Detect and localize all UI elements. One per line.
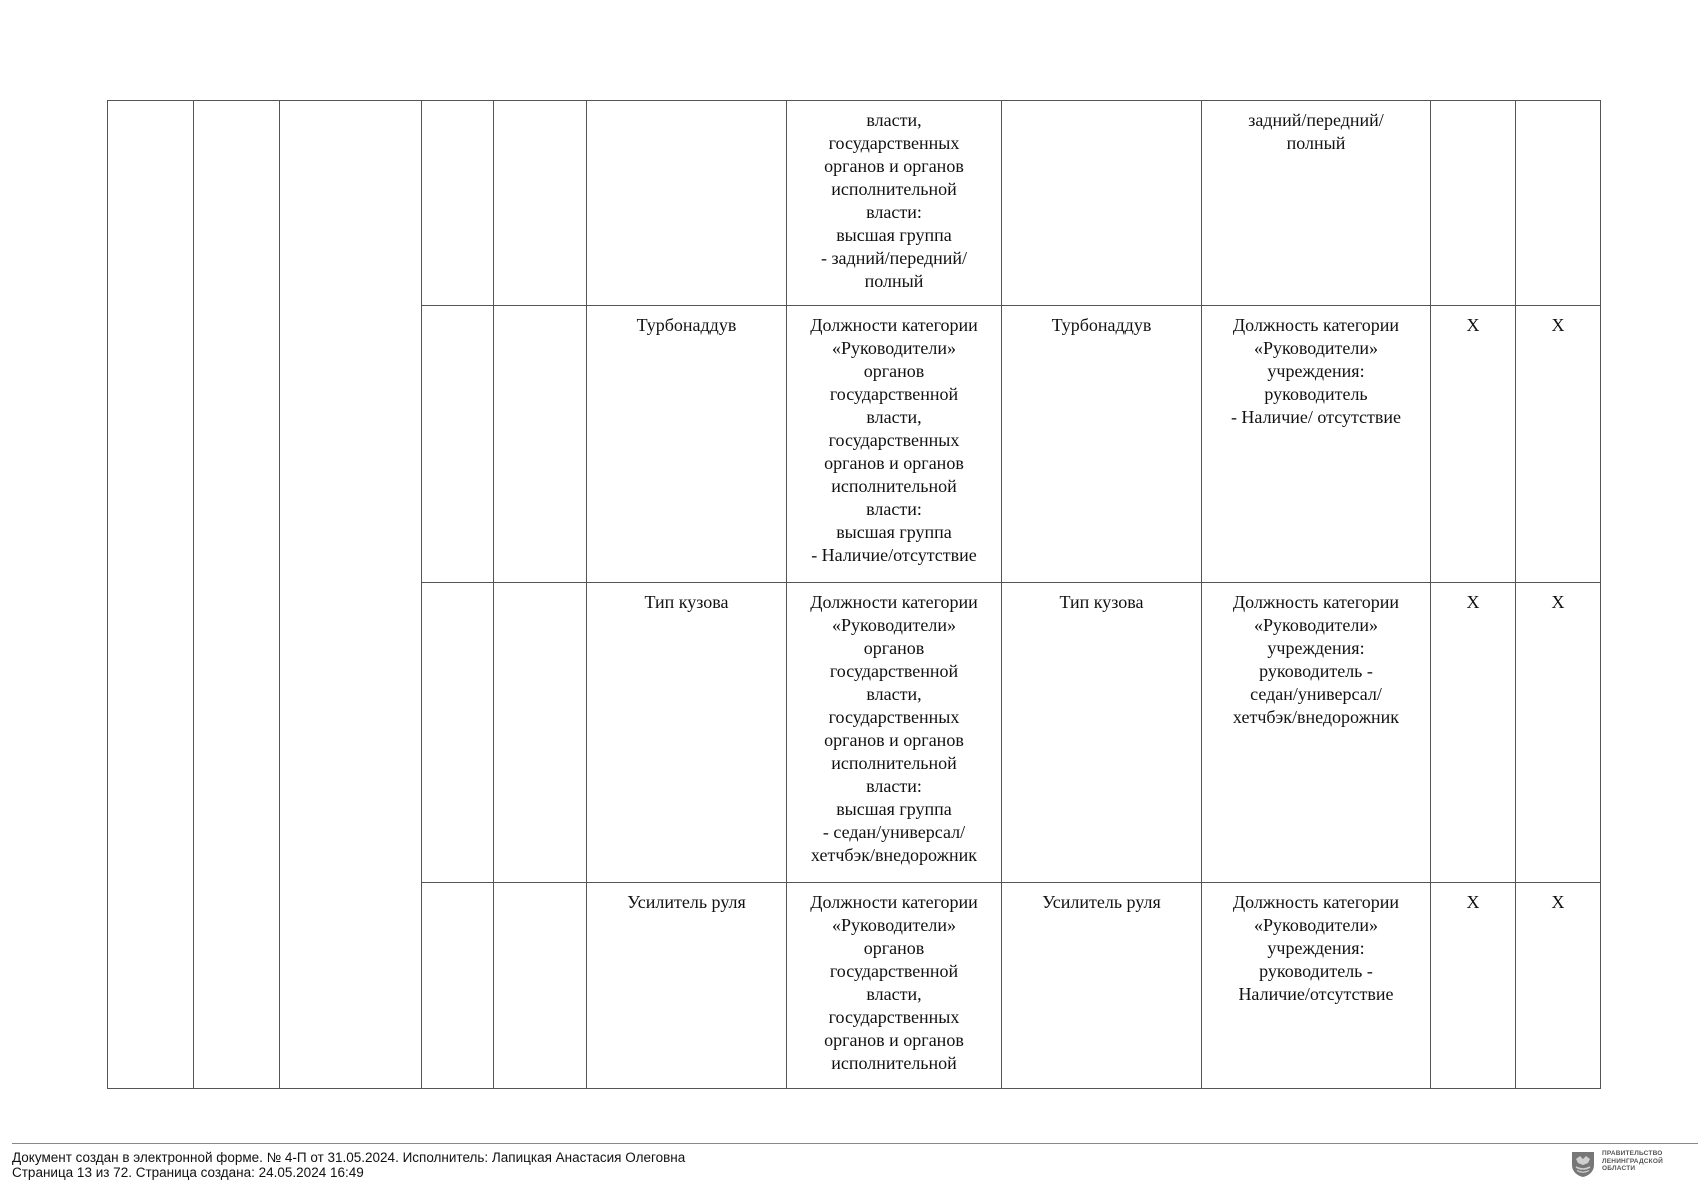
table-cell: X (1516, 306, 1601, 583)
table-cell: Должности категории «Руководители» органов государственной власти, государственных органов и органов исполнительной власти: высшая группа - седан/универсал/ хетчбэк/внедорожник (787, 583, 1002, 883)
table-cell: задний/передний/ полный (1202, 101, 1431, 306)
table-cell (494, 101, 587, 306)
table-cell: Должность категории «Руководители» учреждения: руководитель - седан/универсал/ хетчбэк/внедорожник (1202, 583, 1431, 883)
table-cell (1431, 101, 1516, 306)
table-cell: X (1516, 583, 1601, 883)
table-cell: X (1431, 583, 1516, 883)
table-cell (1516, 101, 1601, 306)
table-cell (422, 883, 494, 1089)
logo-text: ПРАВИТЕЛЬСТВО ЛЕНИНГРАДСКОЙ ОБЛАСТИ (1602, 1150, 1663, 1172)
footer-page-info: Страница 13 из 72. Страница создана: 24.05.2024 16:49 (12, 1165, 364, 1180)
table-cell: X (1431, 306, 1516, 583)
table-cell (108, 101, 194, 1089)
table-cell: Турбонаддув (1002, 306, 1202, 583)
table-cell (422, 306, 494, 583)
table-cell (1002, 101, 1202, 306)
footer-divider (12, 1143, 1698, 1144)
table-cell: власти, государственных органов и органов исполнительной власти: высшая группа - задний/передний/ полный (787, 101, 1002, 306)
table-cell: Тип кузова (1002, 583, 1202, 883)
footer-document-info: Документ создан в электронной форме. № 4-П от 31.05.2024. Исполнитель: Лапицкая Анастасия Олеговна (12, 1150, 686, 1165)
table-cell: Должность категории «Руководители» учреждения: руководитель - Наличие/отсутствие (1202, 883, 1431, 1089)
table-row (108, 101, 1601, 306)
table-cell: Должность категории «Руководители» учреждения: руководитель - Наличие/ отсутствие (1202, 306, 1431, 583)
table-cell: Турбонаддув (587, 306, 787, 583)
table-cell (194, 101, 280, 1089)
data-table (107, 100, 1601, 1089)
table-cell (280, 101, 422, 1089)
table-cell: Усилитель руля (587, 883, 787, 1089)
government-logo (1570, 1150, 1663, 1178)
coat-of-arms-icon (1570, 1150, 1596, 1178)
table-cell (494, 883, 587, 1089)
table-cell: Должности категории «Руководители» органов государственной власти, государственных органов и органов исполнительной власти: высшая группа - Наличие/отсутствие (787, 306, 1002, 583)
table-cell: Должности категории «Руководители» органов государственной власти, государственных органов и органов исполнительной (787, 883, 1002, 1089)
table-cell: Тип кузова (587, 583, 787, 883)
footer (12, 1150, 685, 1180)
table-cell: X (1431, 883, 1516, 1089)
table-cell: Усилитель руля (1002, 883, 1202, 1089)
table-cell: X (1516, 883, 1601, 1089)
table-cell (494, 583, 587, 883)
table-cell (422, 101, 494, 306)
table-cell (587, 101, 787, 306)
table-cell (422, 583, 494, 883)
table-cell (494, 306, 587, 583)
